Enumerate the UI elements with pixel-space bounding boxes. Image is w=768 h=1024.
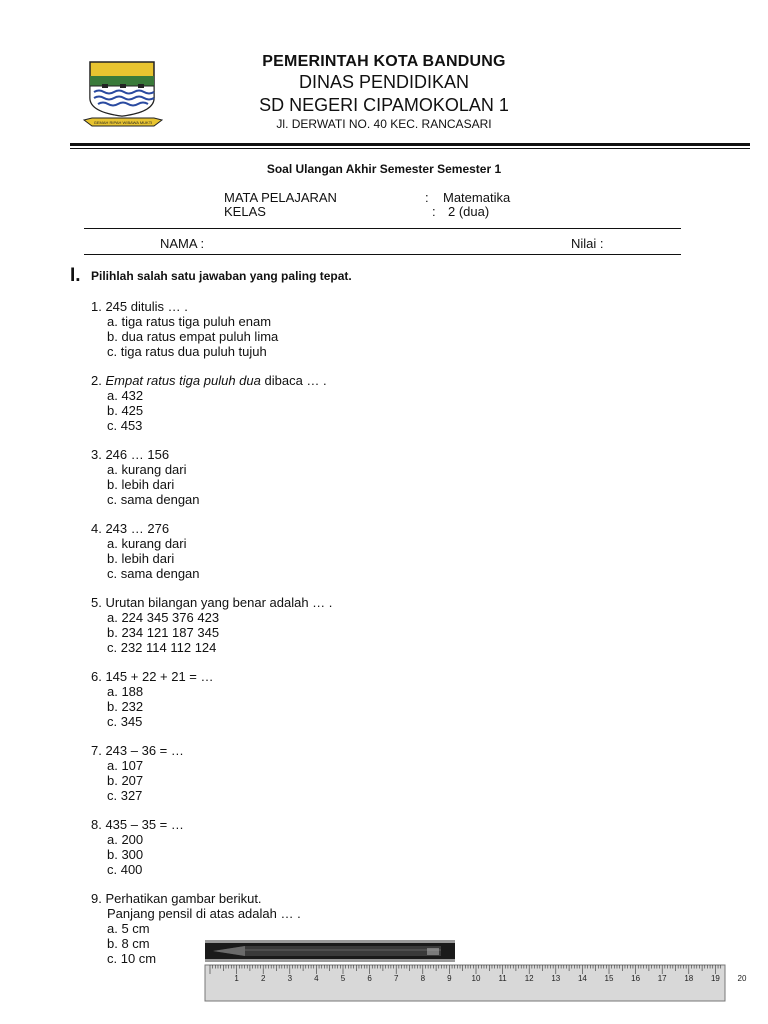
option-c: c. 327 [107, 788, 143, 803]
name-rule-bottom [84, 254, 681, 255]
question-stem-line2: Panjang pensil di atas adalah … . [107, 906, 301, 921]
class-label: KELAS [224, 204, 266, 219]
option-b: b. dua ratus empat puluh lima [107, 329, 279, 344]
question-stem: 4. 243 … 276 [91, 521, 170, 536]
option-a: a. kurang dari [107, 536, 187, 551]
option-a: a. 107 [107, 758, 144, 773]
option-c: c. sama dengan [107, 566, 200, 581]
option-c: c. 10 cm [107, 951, 157, 966]
class-value: 2 (dua) [448, 204, 490, 219]
option-a: a. 224 345 376 423 [107, 610, 220, 625]
option-a: a. kurang dari [107, 462, 187, 477]
option-b: b. 8 cm [107, 936, 150, 951]
option-c: c. 345 [107, 714, 143, 729]
question-1 [91, 299, 332, 359]
ruler-number: 18 [684, 974, 694, 983]
ruler-number: 5 [340, 974, 346, 983]
ruler-number: 17 [657, 974, 667, 983]
pencil-image [205, 940, 455, 962]
question-stem: 8. 435 – 35 = … [91, 817, 184, 832]
question-stem: 1. 245 ditulis … . [91, 299, 188, 314]
section-number: I. [70, 265, 81, 286]
question-3 [91, 447, 332, 507]
ruler-number: 13 [551, 974, 561, 983]
question-2 [91, 373, 332, 433]
option-b: b. lebih dari [107, 551, 175, 566]
subject-colon: : [425, 190, 429, 205]
option-a: a. tiga ratus tiga puluh enam [107, 314, 272, 329]
option-a: a. 432 [107, 388, 144, 403]
question-7 [91, 743, 332, 803]
ruler-number: 10 [471, 974, 481, 983]
class-colon: : [432, 204, 436, 219]
question-stem [91, 373, 332, 388]
question-stem: 5. Urutan bilangan yang benar adalah … . [91, 595, 333, 610]
question-6 [91, 669, 332, 729]
question-stem: 9. Perhatikan gambar berikut. [91, 891, 262, 906]
question-4 [91, 521, 332, 581]
government-heading: PEMERINTAH KOTA BANDUNG [262, 53, 506, 70]
name-rule-top [84, 228, 681, 229]
school-address: Jl. DERWATI NO. 40 KEC. RANCASARI [276, 117, 492, 131]
name-label: NAMA : [160, 236, 205, 251]
ruler-number: 1 [234, 974, 239, 983]
question-stem: 3. 246 … 156 [91, 447, 170, 462]
logo-motto: GEMAH RIPAH WIBAWA MUKTI [93, 120, 153, 125]
header-rule-thin [70, 148, 750, 149]
ruler-number: 12 [524, 974, 534, 983]
question-8 [91, 817, 332, 877]
ruler-number: 7 [393, 974, 399, 983]
ruler-number: 15 [604, 974, 614, 983]
score-label: Nilai : [571, 236, 604, 251]
option-b: b. 232 [107, 699, 144, 714]
option-a: a. 200 [107, 832, 144, 847]
option-b: b. 234 121 187 345 [107, 625, 220, 640]
option-b: b. 207 [107, 773, 144, 788]
option-c: c. 232 114 112 124 [107, 640, 217, 655]
ruler-image [205, 965, 747, 1001]
subject-label: MATA PELAJARAN [224, 190, 337, 205]
ruler-number: 16 [631, 974, 641, 983]
ruler-number: 6 [367, 974, 372, 983]
ruler-number: 11 [498, 974, 507, 983]
ruler-number: 4 [314, 974, 319, 983]
option-b: b. 300 [107, 847, 144, 862]
question-stem: 6. 145 + 22 + 21 = … [91, 669, 214, 684]
option-b: b. 425 [107, 403, 144, 418]
option-c: c. 453 [107, 418, 143, 433]
ruler-number: 8 [420, 974, 426, 983]
question-5 [91, 595, 332, 655]
question-stem: 7. 243 – 36 = … [91, 743, 184, 758]
option-c: c. sama dengan [107, 492, 200, 507]
ruler-number: 20 [737, 974, 747, 983]
question-stem-italic: Empat ratus tiga puluh dua [105, 373, 261, 388]
exam-title: Soal Ulangan Akhir Semester Semester 1 [266, 162, 502, 176]
option-c: c. 400 [107, 862, 143, 877]
ruler-number: 3 [287, 974, 293, 983]
question-stem-rest: dibaca … . [264, 373, 327, 388]
option-a: a. 5 cm [107, 921, 150, 936]
question-list [91, 299, 332, 980]
header-rule-thick [70, 143, 750, 146]
option-c: c. tiga ratus dua puluh tujuh [107, 344, 267, 359]
option-a: a. 188 [107, 684, 144, 699]
ruler-number: 19 [710, 974, 720, 983]
department-heading: DINAS PENDIDIKAN [298, 72, 470, 92]
option-b: b. lebih dari [107, 477, 175, 492]
school-heading: SD NEGERI CIPAMOKOLAN 1 [259, 95, 509, 115]
ruler-number: 2 [260, 974, 266, 983]
ruler-number: 14 [577, 974, 587, 983]
ruler-number: 9 [447, 974, 452, 983]
question-number: 2. [91, 373, 102, 388]
section-instruction: Pilihlah salah satu jawaban yang paling tepat. [91, 269, 352, 283]
subject-value: Matematika [443, 190, 511, 205]
